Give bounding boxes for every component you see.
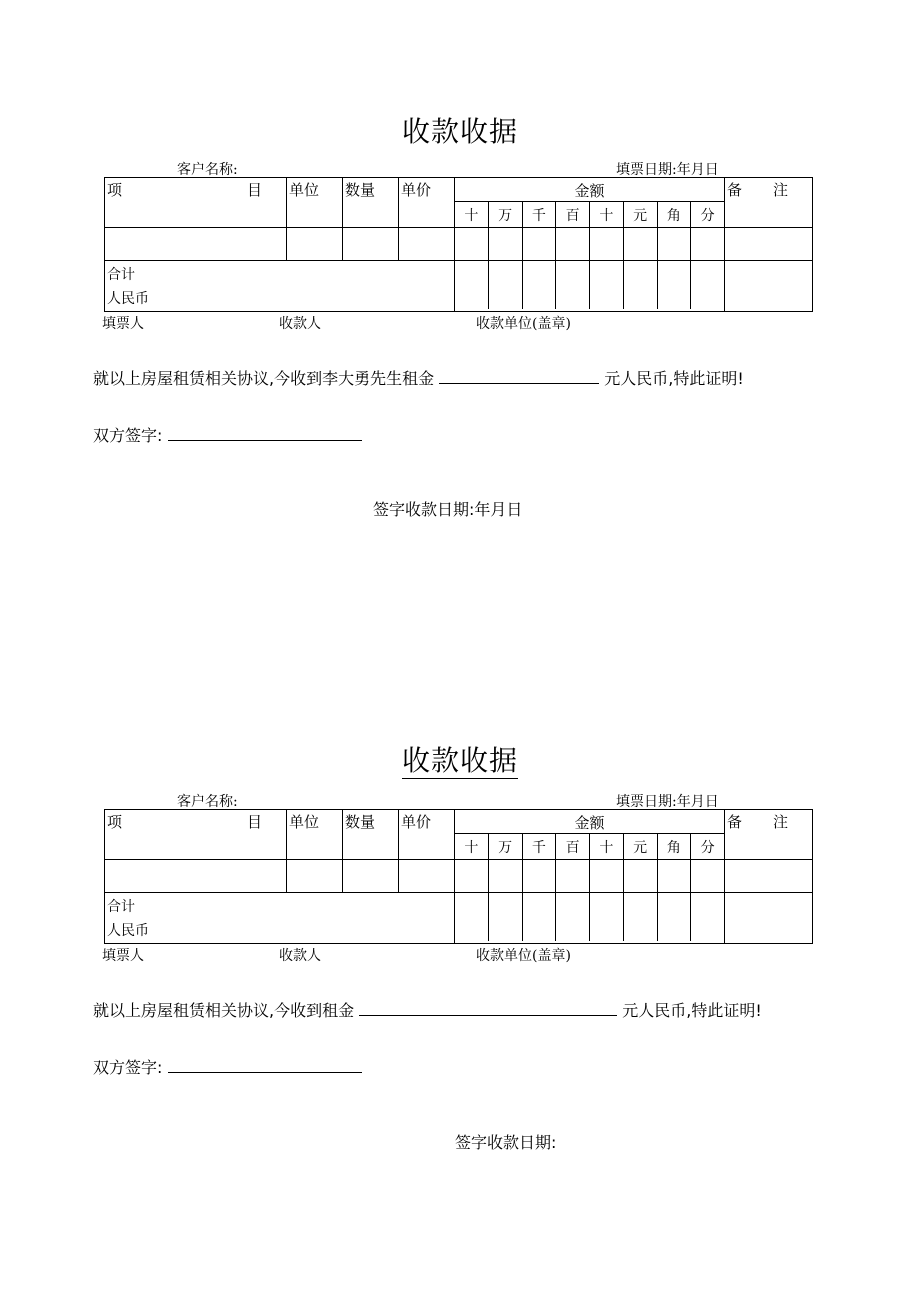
digit-shi: 十 [589,202,623,227]
receipt-table [104,177,813,312]
signature-line: 双方签字: [93,1055,362,1078]
total-label: 合计 [107,267,135,283]
digit-shi-wan: 十 [464,840,479,856]
digit-fen: 分 [690,202,724,227]
price-cell[interactable] [399,860,455,893]
digit-shi-wan: 十 [464,208,479,224]
digit-jiao: 角 [657,202,691,227]
customer-name-label: 客户名称: [177,794,238,810]
item-header: 项 目 [105,810,287,860]
total-row [105,261,813,312]
receipt-title: 收款收据 [401,744,518,777]
item-header: 项 目 [105,178,287,228]
signature-blank[interactable] [168,426,362,441]
digit-columns [455,202,724,227]
digit-shi: 十 [589,834,623,859]
total-label-cell [105,261,455,312]
total-amount-cells[interactable] [455,893,725,944]
amount-blank[interactable] [359,1001,617,1016]
unit-header: 单位 [287,810,343,860]
remark-cell[interactable] [725,860,813,893]
customer-name-label: 客户名称: [177,162,238,178]
digit-columns [455,834,724,859]
digit-fen: 分 [690,834,724,859]
receipt-statement: 就以上房屋租赁相关协议,今收到租金 元人民币,特此证明! [93,1001,762,1020]
signature-blank[interactable] [168,1058,362,1073]
receipt-title: 收款收据 [401,115,518,148]
total-label: 合计 [107,899,135,915]
digit-wan: 万 [488,202,522,227]
fill-date-label: 填票日期:年月日 [616,794,719,810]
quantity-header: 数量 [343,810,399,860]
unit-cell[interactable] [287,860,343,893]
header-row [105,810,813,860]
amount-blank[interactable] [439,369,599,384]
amount-cells[interactable] [455,228,725,261]
payee-label: 收款人 [279,948,321,964]
digit-bai: 百 [555,202,589,227]
total-amount-cells[interactable] [455,261,725,312]
total-remark-cell[interactable] [725,893,813,944]
filler-label: 填票人 [102,948,144,964]
entry-row [105,228,813,261]
amount-cells[interactable] [455,860,725,893]
quantity-header: 数量 [343,178,399,228]
price-cell[interactable] [399,228,455,261]
amount-header [455,178,725,228]
sign-date-label: 签字收款日期: [455,1133,557,1152]
receipt-table [104,809,813,944]
unit-cell[interactable] [287,228,343,261]
digit-qian: 千 [522,202,556,227]
amount-label: 金额 [455,178,724,202]
item-cell[interactable] [105,860,287,893]
total-remark-cell[interactable] [725,261,813,312]
remark-header: 备 注 [725,810,813,860]
item-cell[interactable] [105,228,287,261]
digit-jiao: 角 [657,834,691,859]
unit-header: 单位 [287,178,343,228]
total-label-cell [105,893,455,944]
digit-wan: 万 [488,834,522,859]
signature-line: 双方签字: [93,423,362,446]
receipt-statement: 就以上房屋租赁相关协议,今收到李大勇先生租金 元人民币,特此证明! [93,369,744,388]
unit-seal-label: 收款单位(盖章) [476,316,571,332]
fill-date-label: 填票日期:年月日 [616,162,719,178]
quantity-cell[interactable] [343,860,399,893]
entry-row [105,860,813,893]
rmb-label: 人民币 [107,291,149,307]
digit-yuan: 元 [623,202,657,227]
quantity-cell[interactable] [343,228,399,261]
payee-label: 收款人 [279,316,321,332]
filler-label: 填票人 [102,316,144,332]
remark-cell[interactable] [725,228,813,261]
sign-date-label: 签字收款日期:年月日 [373,500,523,519]
rmb-label: 人民币 [107,923,149,939]
price-header: 单价 [399,178,455,228]
digit-bai: 百 [555,834,589,859]
remark-header: 备 注 [725,178,813,228]
price-header: 单价 [399,810,455,860]
header-row [105,178,813,228]
total-row [105,893,813,944]
digit-yuan: 元 [623,834,657,859]
amount-label: 金额 [455,810,724,834]
unit-seal-label: 收款单位(盖章) [476,948,571,964]
digit-qian: 千 [522,834,556,859]
amount-header [455,810,725,860]
